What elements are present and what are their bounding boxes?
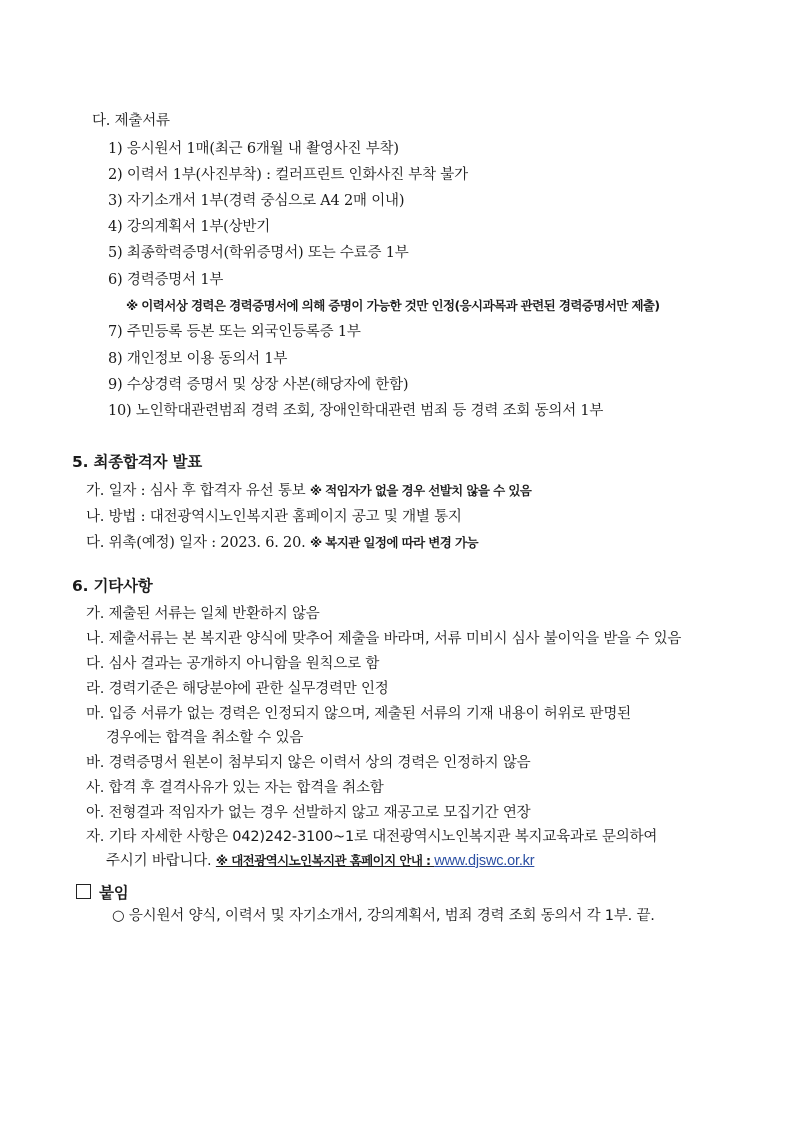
homepage-note: ※ 대전광역시노인복지관 홈페이지 안내 : [215,853,435,868]
doc-item: 3) 자기소개서 1부(경력 중심으로 A4 2매 이내) [108,193,405,209]
attachment-item: ○ 응시원서 양식, 이력서 및 자기소개서, 강의계획서, 범죄 경력 조회 동의서 각 1부. 끝. [112,908,655,924]
misc-item: 나. 제출서류는 본 복지관 양식에 맞추어 제출을 바라며, 서류 미비시 심사 불이익을 받을 수 있음 [86,631,682,647]
result-item: 다. 위촉(예정) 일자 : 2023. 6. 20. ※ 복지관 일정에 따라 변경 가능 [86,535,478,551]
attachment-heading: 붙임 [76,883,129,903]
doc-note: ※ 이력서상 경력은 경력증명서에 의해 증명이 가능한 것만 인정(응시과목과 관련된 경력증명서만 제출) [126,298,660,313]
misc-item: 아. 전형결과 적임자가 없는 경우 선발하지 않고 재공고로 모집기간 연장 [86,805,531,821]
result-item: 가. 일자 : 심사 후 합격자 유선 통보 ※ 적임자가 없을 경우 선발치 않을 수 있음 [86,483,532,499]
doc-item: 4) 강의계획서 1부(상반기 [108,219,271,235]
misc-item: 바. 경력증명서 원본이 첨부되지 않은 이력서 상의 경력은 인정하지 않음 [86,755,531,771]
doc-item: 6) 경력증명서 1부 [108,272,224,288]
doc-item: 2) 이력서 1부(사진부착) : 컬러프린트 인화사진 부착 불가 [108,167,468,183]
misc-item: 다. 심사 결과는 공개하지 아니함을 원칙으로 함 [86,656,380,672]
result-note: ※ 적임자가 없을 경우 선발치 않을 수 있음 [309,483,532,498]
subsection-title: 다. 제출서류 [92,113,170,129]
result-item: 나. 방법 : 대전광역시노인복지관 홈페이지 공고 및 개별 통지 [86,509,462,525]
result-note: ※ 복지관 일정에 따라 변경 가능 [309,535,478,550]
doc-item: 8) 개인정보 이용 동의서 1부 [108,351,288,367]
misc-item: 사. 합격 후 결격사유가 있는 자는 합격을 취소함 [86,780,384,796]
doc-item: 5) 최종학력증명서(학위증명서) 또는 수료증 1부 [108,245,409,261]
misc-item: 가. 제출된 서류는 일체 반환하지 않음 [86,606,320,622]
doc-item: 9) 수상경력 증명서 및 상장 사본(해당자에 한함) [108,377,409,393]
section-heading: 6. 기타사항 [72,577,153,595]
doc-item: 7) 주민등록 등본 또는 외국인등록증 1부 [108,324,361,340]
doc-item: 1) 응시원서 1매(최근 6개월 내 촬영사진 부착) [108,141,399,157]
misc-item-continued: 주시기 바랍니다. ※ 대전광역시노인복지관 홈페이지 안내 : www.djswc.or.kr [106,853,535,869]
misc-item: 마. 입증 서류가 없는 경력은 인정되지 않으며, 제출된 서류의 기재 내용이 허위로 판명된 [86,706,631,722]
misc-item: 자. 기타 자세한 사항은 042)242-3100~1로 대전광역시노인복지관 복지교육과로 문의하여 [86,829,658,845]
misc-item-continued: 경우에는 합격을 취소할 수 있음 [106,730,304,746]
homepage-link[interactable]: www.djswc.or.kr [434,853,535,869]
doc-item: 10) 노인학대관련범죄 경력 조회, 장애인학대관련 범죄 등 경력 조회 동의서 1부 [108,403,604,419]
misc-item: 라. 경력기준은 해당분야에 관한 실무경력만 인정 [86,681,389,697]
section-heading: 5. 최종합격자 발표 [72,453,203,471]
checkbox-square-icon [76,884,91,899]
